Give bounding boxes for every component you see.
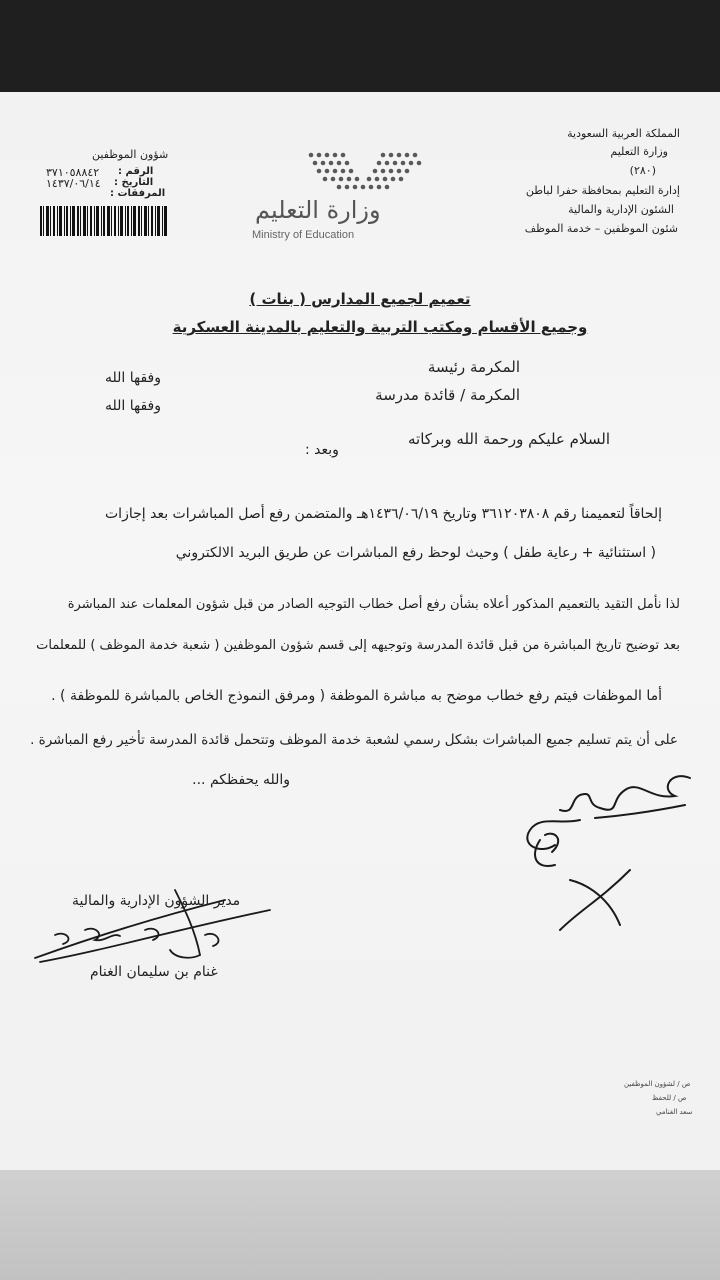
blessing-1: وفقها الله	[105, 370, 161, 386]
office-code: (٢٨٠)	[629, 164, 656, 177]
ministry-name: وزارة التعليم	[610, 145, 668, 158]
education-directorate: إدارة التعليم بمحافظة حفرا لباطن	[525, 184, 680, 197]
background-surface	[0, 1170, 720, 1280]
ref-number: ٣٧١٠٥٨٨٤٢	[46, 166, 100, 179]
date-label: التاريخ :	[114, 177, 154, 188]
ref-label: الرقم :	[118, 166, 154, 177]
logo-arabic-text: وزارة التعليم	[255, 196, 381, 224]
opening-after: وبعد :	[305, 442, 339, 458]
signatory-name: غنام بن سليمان الغنام	[90, 964, 218, 980]
handwritten-approval-icon	[500, 760, 700, 940]
circular-subtitle: وجميع الأقسام ومكتب التربية والتعليم بالمدينة العسكرية	[172, 318, 588, 336]
signatory-title: مدير الشؤون الإدارية والمالية	[72, 893, 241, 909]
recipient-line-2: المكرمة / قائدة مدرسة	[375, 386, 520, 404]
logo-english-text: Ministry of Education	[252, 229, 355, 241]
paragraph-1-line-1: إلحاقاً لتعميمنا رقم ٣٦١٢٠٣٨٠٨ وتاريخ ١٤٣٦/٠٦/١٩هـ والمتضمن رفع أصل المباشرات بعد إجازات	[105, 506, 662, 522]
document-page	[0, 92, 720, 1170]
cc-line-3: سعد الغنامي	[656, 1108, 693, 1116]
attachments-label: المرفقات :	[110, 188, 166, 199]
blessing-2: وفقها الله	[105, 398, 161, 414]
paragraph-3: أما الموظفات فيتم رفع خطاب موضح به مباشرة الموظفة ( ومرفق النموذج الخاص بالمباشرة للموظفة ) .	[51, 688, 662, 704]
cc-line-1: ص / لشؤون الموظفين	[624, 1080, 691, 1088]
paragraph-2-line-1: لذا نأمل التقيد بالتعميم المذكور أعلاه بشأن رفع أصل خطاب التوجيه الصادر من قبل شؤون المعلمات عند المباشرة	[67, 597, 680, 612]
closing-line: والله يحفظكم ...	[192, 772, 290, 788]
date-value: ١٤٣٧/٠٦/١٤	[46, 177, 101, 190]
paragraph-2-line-2: بعد توضيح تاريخ المباشرة من قبل قائدة المدرسة وتوجيهه إلى قسم شؤون الموظفين ( شعبة خدمة الموظف ) للمعلمات	[36, 638, 680, 653]
paragraph-4: على أن يتم تسليم جميع المباشرات بشكل رسمي لشعبة خدمة الموظف وتتحمل قائدة المدرسة تأخير رفع المباشرة .	[30, 732, 678, 748]
cc-line-2: ص / للحفظ	[652, 1094, 687, 1102]
kingdom-name: المملكة العربية السعودية	[567, 127, 680, 140]
barcode-icon	[40, 206, 168, 236]
greeting: السلام عليكم ورحمة الله وبركاته	[408, 430, 610, 448]
paragraph-1-line-2: ( استثنائية + رعاية طفل ) وحيث لوحظ رفع المباشرات عن طريق البريد الالكتروني	[175, 545, 656, 561]
signature-icon	[25, 880, 275, 990]
dept-label: شؤون الموظفين	[92, 148, 169, 161]
circular-title: تعميم لجميع المدارس ( بنات )	[249, 290, 471, 308]
employee-affairs-unit: شئون الموظفين – خدمة الموظف	[524, 222, 678, 235]
ministry-logo-icon	[305, 147, 425, 193]
admin-affairs: الشئون الإدارية والمالية	[568, 203, 674, 216]
recipient-line-1: المكرمة رئيسة	[427, 358, 520, 376]
